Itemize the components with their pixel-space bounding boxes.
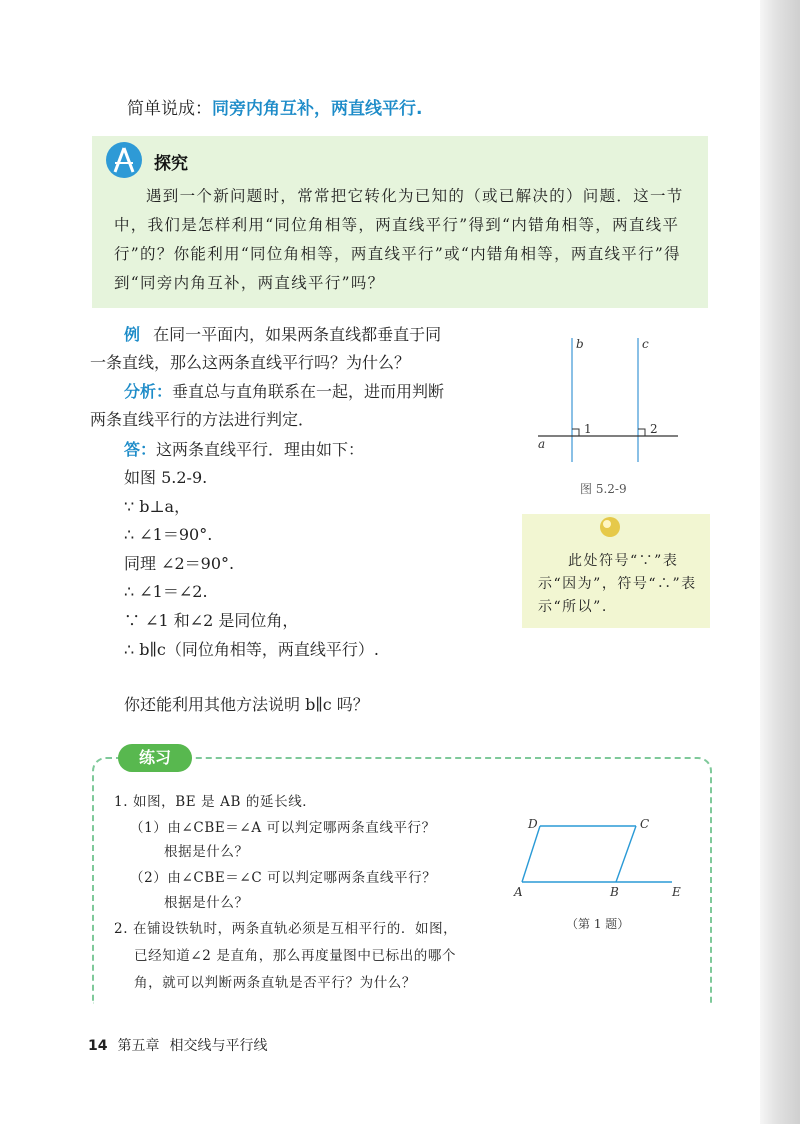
label-2: 2 [650, 422, 658, 436]
figure-caption: 图 5.2-9 [580, 482, 627, 496]
answer-line [124, 437, 364, 460]
page-number: 14 [88, 1038, 108, 1054]
exercise-q1: 1. 如图，BE 是 AB 的延长线． [114, 794, 317, 810]
label-c: c [642, 337, 649, 351]
proof-step: ∵ b⊥a， [124, 497, 191, 516]
analysis-line-2: 两条直线平行的方法进行判定． [90, 410, 315, 429]
proof-step: ∴ ∠1＝∠2. [124, 582, 208, 601]
summary-highlight: 同旁内角互补，两直线平行. [212, 99, 423, 119]
example-label: 例 [124, 325, 141, 344]
segment-cb [616, 826, 636, 882]
label-b: b [576, 337, 584, 351]
explore-compass-icon [106, 142, 142, 178]
summary-prefix: 简单说成： [127, 99, 212, 119]
example-line-2: 一条直线，那么这两条直线平行吗？为什么？ [90, 353, 411, 372]
label-C: C [640, 817, 650, 831]
example-text-1: 在同一平面内，如果两条直线都垂直于同 [153, 325, 442, 344]
label-a: a [538, 437, 546, 451]
exercise-q2: 2. 在铺设铁轨时，两条直轨必须是互相平行的．如图， [114, 921, 458, 937]
exercise-q2c: 角，就可以判断两条直轨是否平行？为什么？ [134, 975, 416, 991]
analysis-label: 分析： [124, 382, 173, 401]
extra-question: 你还能利用其他方法说明 b∥c 吗？ [124, 695, 369, 714]
exercise-q1-1b: 根据是什么？ [164, 844, 249, 860]
pin-icon [597, 514, 623, 540]
segment-da [522, 826, 540, 882]
exercise-figure-caption: （第 1 题） [566, 917, 630, 931]
figure-5-2-9 [530, 332, 690, 472]
analysis-text-1: 垂直总与直角联系在一起，进而用判断 [172, 382, 445, 401]
exercise-figure [508, 812, 688, 904]
summary-line [127, 94, 422, 119]
exercise-tab: 练习 [118, 744, 192, 772]
exercise-q1-2b: 根据是什么？ [164, 895, 249, 911]
answer-label: 答： [124, 440, 157, 459]
label-D: D [528, 817, 538, 831]
proof-step: ∴ ∠1＝90°. [124, 525, 213, 544]
exercise-q1-2: （2）由∠CBE＝∠C 可以判定哪两条直线平行？ [130, 870, 437, 886]
proof-step: 如图 5.2-9. [124, 468, 208, 487]
page-edge-shadow [760, 0, 800, 1124]
exercise-q2b: 已经知道∠2 是直角，那么再度量图中已标出的哪个 [134, 948, 457, 964]
proof-step: ∴ b∥c（同位角相等，两直线平行）. [124, 640, 379, 659]
chapter-title: 相交线与平行线 [169, 1038, 268, 1054]
label-B: B [610, 885, 619, 899]
explore-title: 探究 [154, 154, 188, 174]
chapter-label: 第五章 [117, 1038, 160, 1054]
proof-step: 同理 ∠2＝90°. [124, 554, 235, 573]
label-1: 1 [584, 422, 592, 436]
label-E: E [672, 885, 681, 899]
label-A: A [514, 885, 523, 899]
right-angle-mark [572, 429, 579, 436]
example-line-1 [124, 322, 441, 345]
page-footer [88, 1035, 267, 1055]
analysis-line-1 [124, 379, 444, 402]
exercise-q1-1: （1）由∠CBE＝∠A 可以判定哪两条直线平行？ [130, 820, 436, 836]
answer-text: 这两条直线平行．理由如下： [156, 440, 365, 459]
note-text: 此处符号“∵”表示“因为”，符号“∴”表示“所以”. [538, 553, 697, 615]
right-angle-mark [638, 429, 645, 436]
explore-text: 遇到一个新问题时，常常把它转化为已知的（或已解决的）问题．这一节中，我们是怎样利用“同位角相等，两直线平行”得到“内错角相等，两直线平行”的？你能利用“同位角相等，两直线平行”或“内错角相等，两直线平行”得到“同旁内角互补，两直线平行”吗？ [114, 187, 684, 292]
proof-step: ∵ ∠1 和∠2 是同位角， [124, 611, 299, 630]
